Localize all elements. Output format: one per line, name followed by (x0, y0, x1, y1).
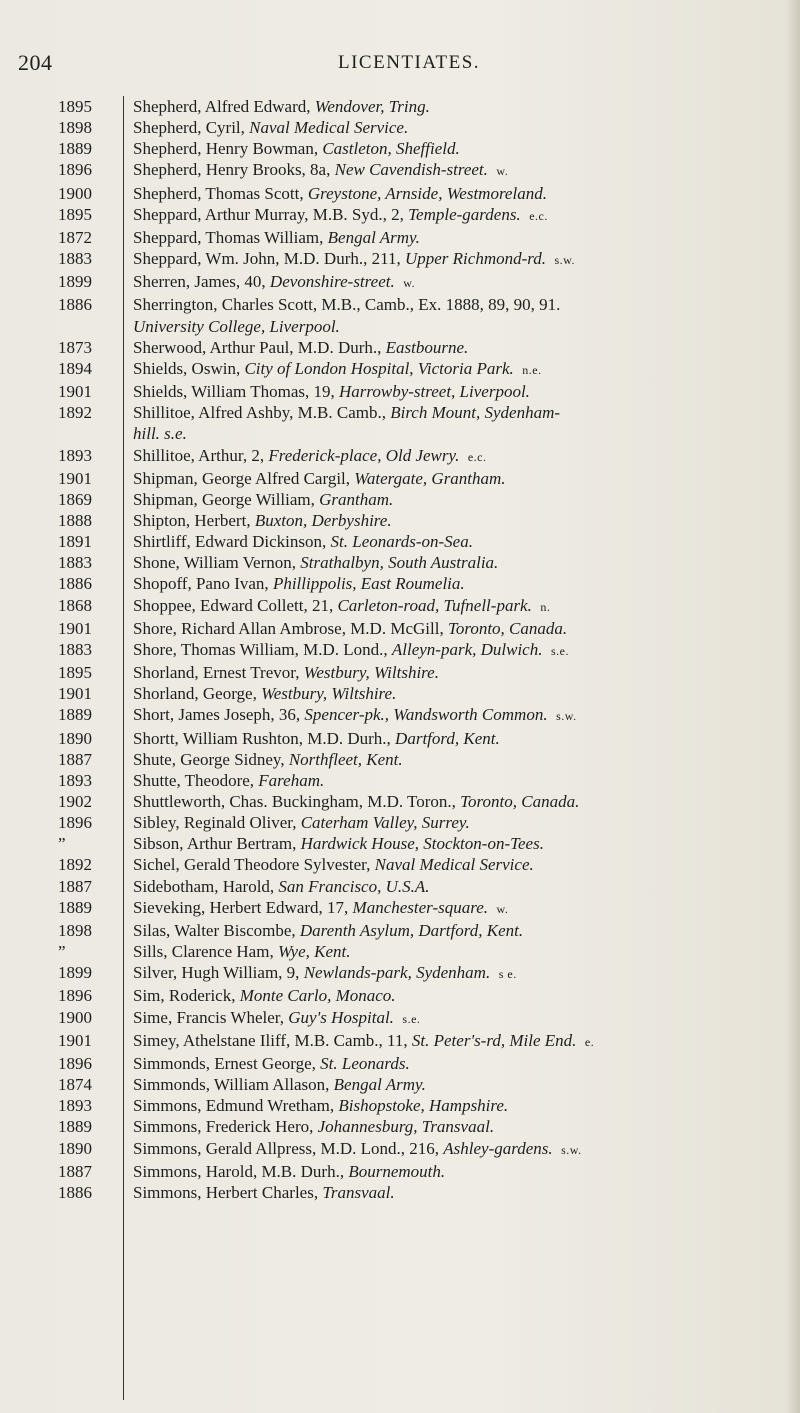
entry-name: Sidebotham, Harold, (133, 876, 279, 896)
entry-text (133, 749, 788, 770)
entry-name: Shipman, George William, (133, 489, 320, 509)
list-item (0, 159, 800, 182)
entry-text (133, 204, 788, 227)
entry-place: Devonshire-street. (269, 272, 395, 292)
entry-name: Shute, George Sidney, (133, 749, 289, 769)
entry-name: Shepherd, Cyril, (133, 118, 250, 138)
entry-name: Sheppard, Wm. John, M.D. Durh., 211, (133, 249, 405, 269)
entry-year: 1899 (58, 963, 92, 983)
entry-year: 1896 (58, 160, 92, 180)
entry-name: Shipman, George Alfred Cargil, (133, 468, 355, 488)
list-item (0, 749, 800, 770)
list-item (0, 337, 800, 358)
entry-year: 1902 (58, 792, 92, 811)
list-item (0, 920, 800, 941)
entry-text (133, 510, 788, 531)
list-item (0, 962, 800, 985)
entry-year: 1896 (58, 986, 92, 1006)
entry-place: Greystone, Arnside, Westmoreland. (307, 183, 547, 203)
entry-year: 1893 (58, 445, 92, 465)
entry-text (133, 573, 788, 594)
entry-text (133, 1074, 788, 1095)
entry-list (0, 96, 800, 1203)
entry-text (133, 1053, 788, 1074)
entry-name: Sime, Francis Wheler, (133, 1007, 289, 1027)
entry-text (133, 639, 788, 662)
entry-text (133, 489, 788, 510)
entry-year: 1894 (58, 358, 92, 378)
entry-year: 1873 (58, 337, 92, 357)
entry-name: Shepherd, Henry Brooks, 8a, (133, 160, 335, 180)
entry-name: Shipton, Herbert, (133, 510, 255, 530)
entry-name: Sills, Clarence Ham, (133, 942, 278, 962)
entry-year: 1890 (58, 1138, 92, 1158)
entry-text (133, 683, 788, 704)
entry-text (133, 248, 788, 271)
entry-name: Shepherd, Thomas Scott, (133, 183, 308, 203)
entry-year: 1900 (58, 1007, 92, 1027)
list-item (0, 876, 800, 897)
entry-place: Carleton-road, Tufnell-park. (337, 595, 532, 615)
entry-name: Simmonds, Ernest George, (133, 1053, 321, 1073)
entry-place: Ashley-gardens. (443, 1138, 553, 1158)
entry-year: 1889 (58, 139, 92, 159)
list-item (0, 854, 800, 875)
entry-year: 1901 (58, 1030, 92, 1050)
list-item (0, 358, 800, 381)
list-item (0, 531, 800, 552)
list-item (0, 117, 800, 138)
entry-text (133, 159, 788, 182)
entry-year: 1893 (58, 770, 92, 790)
entry-place: Naval Medical Service. (374, 855, 534, 875)
entry-year: 1887 (58, 1161, 92, 1181)
entry-place: St. Peter's-rd, Mile End. (411, 1030, 577, 1050)
entry-place: Castleton, Sheffield. (322, 139, 460, 159)
list-item (0, 1053, 800, 1074)
entry-place: Hardwick House, Stockton-on-Tees. (300, 834, 544, 854)
list-item (0, 1095, 800, 1116)
entry-text (133, 920, 788, 941)
entry-year: 1898 (58, 920, 92, 940)
entry-place: Transvaal. (322, 1182, 395, 1202)
entry-name: Silas, Walter Biscombe, (133, 920, 300, 940)
entry-name: Simmons, Edmund Wretham, (133, 1096, 339, 1116)
list-item (0, 595, 800, 618)
entry-place: Phillippolis, East Roumelia. (272, 574, 465, 594)
entry-text (133, 337, 788, 358)
entry-place: Upper Richmond-rd. (404, 249, 546, 269)
list-item (0, 248, 800, 271)
entry-place: Newlands-park, Sydenham. (303, 963, 491, 983)
entry-name: Shore, Richard Allan Ambrose, M.D. McGill, (133, 618, 448, 638)
entry-postal-district: s.e. (550, 643, 569, 658)
entry-name: Shoppee, Edward Collett, 21, (133, 595, 338, 615)
list-item (0, 770, 800, 791)
entry-year: 1883 (58, 639, 92, 659)
entry-place: Watergate, Grantham. (354, 468, 506, 488)
entry-name: Shepherd, Alfred Edward, (133, 97, 315, 116)
entry-year: 1889 (58, 1117, 92, 1137)
running-head: LICENTIATES. (338, 52, 481, 73)
entry-year: ” (58, 834, 66, 854)
entry-text (133, 271, 788, 294)
entry-place: Bournemouth. (348, 1161, 446, 1181)
entry-place: Dartford, Kent. (395, 728, 500, 748)
entry-text (133, 358, 788, 381)
entry-year: 1886 (58, 295, 92, 315)
entry-name: Shopoff, Pano Ivan, (133, 574, 273, 594)
entry-name: Shepherd, Henry Bowman, (133, 139, 323, 159)
entry-place: Guy's Hospital. (288, 1007, 394, 1027)
entry-year: 1901 (58, 618, 92, 638)
entry-year: 1887 (58, 876, 92, 896)
entry-year: 1887 (58, 749, 92, 769)
entry-text (133, 854, 788, 875)
list-item (0, 1030, 800, 1053)
entry-name: Simmons, Harold, M.B. Durh., (133, 1161, 349, 1181)
entry-name: Shields, William Thomas, 19, (133, 382, 339, 402)
entry-text (133, 1182, 788, 1203)
entry-postal-district: s.w. (556, 709, 577, 724)
entry-name: Shorland, George, (133, 684, 262, 704)
entry-place: San Francisco, U.S.A. (278, 876, 430, 896)
entry-name: Simey, Athelstane Iliff, M.B. Camb., 11, (133, 1030, 412, 1050)
entry-place: Bengal Army. (333, 1075, 426, 1095)
list-item (0, 204, 800, 227)
entry-postal-district: w. (496, 164, 509, 179)
list-item (0, 489, 800, 510)
entry-text (133, 1095, 788, 1116)
entry-name: Sherrington, Charles Scott, M.B., Camb., Ex. 1888, 89, 90, 91. (133, 295, 561, 315)
list-item (0, 271, 800, 294)
entry-place: Wendover, Tring. (314, 97, 430, 116)
entry-name: Silver, Hugh William, 9, (133, 963, 304, 983)
entry-place: New Cavendish-street. (334, 160, 488, 180)
entry-text (133, 704, 788, 727)
list-item (0, 227, 800, 248)
entry-year: 1874 (58, 1075, 92, 1095)
entry-name: Simmons, Gerald Allpress, M.D. Lond., 216, (133, 1138, 444, 1158)
entry-postal-district: e.c. (529, 208, 548, 223)
entry-text (133, 985, 788, 1006)
entry-place: City of London Hospital, Victoria Park. (244, 358, 514, 378)
entry-name: Sheppard, Arthur Murray, M.B. Syd., 2, (133, 204, 409, 224)
entry-name: Shore, Thomas William, M.D. Lond., (133, 639, 392, 659)
list-item (0, 618, 800, 639)
entry-name: Shirtliff, Edward Dickinson, (133, 532, 331, 552)
entry-year: 1890 (58, 728, 92, 748)
entry-text (133, 1030, 788, 1053)
entry-place: St. Leonards. (320, 1053, 410, 1073)
entry-place: Spencer-pk., Wandsworth Common. (304, 705, 548, 725)
entry-postal-district: w. (403, 276, 416, 291)
entry-year: ” (58, 942, 66, 962)
entry-text (133, 595, 788, 618)
entry-name: Sibley, Reginald Oliver, (133, 813, 301, 833)
entry-text (133, 468, 788, 489)
list-item (0, 833, 800, 854)
entry-place: Westbury, Wiltshire. (303, 663, 439, 683)
list-item (0, 812, 800, 833)
list-item (0, 381, 800, 402)
entry-text (133, 552, 788, 573)
list-item (0, 445, 800, 468)
entry-text (133, 770, 788, 791)
entry-year: 1889 (58, 705, 92, 725)
entry-text (133, 445, 788, 468)
entry-name: Simmons, Frederick Hero, (133, 1117, 318, 1137)
entry-text (133, 1138, 788, 1161)
entry-name: Shields, Oswin, (133, 358, 245, 378)
entry-text (133, 833, 788, 854)
entry-postal-district: n. (540, 599, 551, 614)
list-item (0, 704, 800, 727)
entry-text (133, 117, 788, 138)
list-item (0, 510, 800, 531)
entry-year: 1893 (58, 1096, 92, 1116)
entry-text (133, 402, 788, 444)
list-item (0, 573, 800, 594)
entry-text (133, 941, 788, 962)
list-item (0, 552, 800, 573)
entry-place: Strathalbyn, South Australia. (300, 553, 499, 573)
entry-year: 1892 (58, 403, 92, 423)
entry-year: 1872 (58, 227, 92, 247)
list-item (0, 662, 800, 683)
entry-place: Grantham. (319, 489, 394, 509)
list-item (0, 138, 800, 159)
entry-year: 1886 (58, 1182, 92, 1202)
list-item (0, 468, 800, 489)
entry-year: 1869 (58, 489, 92, 509)
entry-place: Naval Medical Service. (249, 118, 409, 138)
list-item (0, 402, 800, 444)
entry-postal-district: s.e. (402, 1011, 421, 1026)
list-item (0, 791, 800, 812)
entry-text (133, 618, 788, 639)
entry-place: Harrowby-street, Liverpool. (339, 382, 530, 402)
entry-year: 1901 (58, 382, 92, 402)
entry-place: Monte Carlo, Monaco. (239, 986, 396, 1006)
entry-text (133, 662, 788, 683)
entry-name: Sherren, James, 40, (133, 272, 270, 292)
entry-year: 1899 (58, 272, 92, 292)
entry-continuation: University College, Liverpool. (133, 316, 340, 336)
list-item (0, 1074, 800, 1095)
entry-name: Simmonds, William Allason, (133, 1075, 334, 1095)
entry-postal-district: s e. (498, 967, 517, 982)
entry-place: Manchester-square. (352, 897, 488, 917)
entry-postal-district: n.e. (522, 362, 542, 377)
entry-year: 1886 (58, 574, 92, 594)
entry-text (133, 962, 788, 985)
entry-name: Shillitoe, Alfred Ashby, M.B. Camb., (133, 403, 391, 423)
entry-text (133, 531, 788, 552)
list-item (0, 985, 800, 1006)
entry-name: Shuttleworth, Chas. Buckingham, M.D. Toron., (133, 792, 461, 811)
entry-year: 1883 (58, 553, 92, 573)
entry-continuation: hill. s.e. (133, 424, 187, 444)
entry-text (133, 791, 788, 812)
entry-year: 1896 (58, 813, 92, 833)
entry-postal-district: e.c. (467, 449, 487, 464)
entry-place: Bishopstoke, Hampshire. (338, 1096, 509, 1116)
entry-year: 1895 (58, 663, 92, 683)
list-item (0, 941, 800, 962)
entry-name: Short, James Joseph, 36, (133, 705, 305, 725)
entry-place: Birch Mount, Sydenham- (390, 403, 561, 423)
entry-name: Shone, William Vernon, (133, 553, 301, 573)
list-item (0, 683, 800, 704)
entry-name: Sichel, Gerald Theodore Sylvester, (133, 855, 375, 875)
entry-text (133, 728, 788, 749)
entry-year: 1891 (58, 532, 92, 552)
entry-postal-district: w. (496, 901, 509, 916)
list-item (0, 897, 800, 920)
list-item (0, 1007, 800, 1030)
entry-place: Frederick-place, Old Jewry. (268, 445, 460, 465)
entry-year: 1895 (58, 204, 92, 224)
entry-place: Buxton, Derbyshire. (254, 510, 392, 530)
entry-place: Johannesburg, Transvaal. (317, 1117, 495, 1137)
entry-place: Caterham Valley, Surrey. (300, 813, 470, 833)
entry-postal-district: e. (584, 1034, 595, 1049)
entry-place: Bengal Army. (327, 227, 420, 247)
entry-year: 1892 (58, 855, 92, 875)
entry-name: Sherwood, Arthur Paul, M.D. Durh., (133, 337, 386, 357)
entry-name: Shortt, William Rushton, M.D. Durh., (133, 728, 396, 748)
entry-name: Sheppard, Thomas William, (133, 227, 328, 247)
entry-year: 1883 (58, 249, 92, 269)
page-number: 204 (18, 50, 53, 75)
entry-place: Temple-gardens. (408, 204, 521, 224)
entry-year: 1868 (58, 595, 92, 615)
list-item (0, 294, 800, 336)
entry-place: Westbury, Wiltshire. (261, 684, 397, 704)
entry-name: Sibson, Arthur Bertram, (133, 834, 301, 854)
entry-place: Toronto, Canada. (447, 618, 568, 638)
entry-text (133, 1007, 788, 1030)
entry-place: Northfleet, Kent. (288, 749, 403, 769)
entry-place: Eastbourne. (385, 337, 469, 357)
entry-year: 1888 (58, 510, 92, 530)
entry-place: Fareham. (258, 770, 325, 790)
entry-text (133, 294, 788, 336)
entry-text (133, 227, 788, 248)
entry-text (133, 381, 788, 402)
list-item (0, 1138, 800, 1161)
entry-name: Sieveking, Herbert Edward, 17, (133, 897, 353, 917)
entry-postal-district: s.w. (554, 253, 576, 268)
entry-year: 1898 (58, 118, 92, 138)
entry-text (133, 183, 788, 204)
entry-year: 1896 (58, 1053, 92, 1073)
entry-name: Shillitoe, Arthur, 2, (133, 445, 269, 465)
entry-place: Alleyn-park, Dulwich. (391, 639, 543, 659)
entry-text (133, 897, 788, 920)
list-item (0, 639, 800, 662)
entry-text (133, 1161, 788, 1182)
entry-place: Wye, Kent. (277, 942, 351, 962)
entry-text (133, 876, 788, 897)
entry-name: Simmons, Herbert Charles, (133, 1182, 323, 1202)
list-item (0, 728, 800, 749)
page-header (0, 50, 800, 80)
entry-year: 1901 (58, 468, 92, 488)
entry-year: 1901 (58, 684, 92, 704)
entry-year: 1895 (58, 97, 92, 116)
entry-text (133, 96, 788, 117)
entry-text (133, 138, 788, 159)
entry-postal-district: s.w. (561, 1142, 582, 1157)
entry-place: Toronto, Canada. (460, 792, 580, 811)
list-item (0, 96, 800, 117)
entry-place: Darenth Asylum, Dartford, Kent. (299, 920, 524, 940)
entry-name: Sim, Roderick, (133, 986, 240, 1006)
entry-name: Shorland, Ernest Trevor, (133, 663, 304, 683)
entry-text (133, 1116, 788, 1137)
entry-year: 1889 (58, 897, 92, 917)
entry-place: St. Leonards-on-Sea. (330, 532, 473, 552)
list-item (0, 1182, 800, 1203)
list-item (0, 1161, 800, 1182)
entry-year: 1900 (58, 183, 92, 203)
entry-name: Shutte, Theodore, (133, 770, 259, 790)
entry-text (133, 812, 788, 833)
list-item (0, 1116, 800, 1137)
list-item (0, 183, 800, 204)
